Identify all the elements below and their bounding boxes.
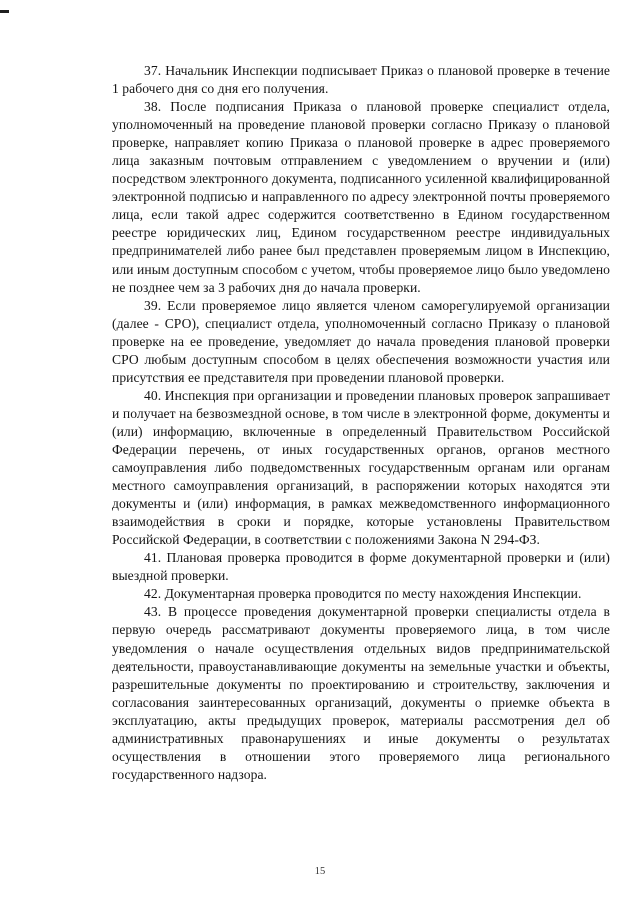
paragraph-39: 39. Если проверяемое лицо является членом саморегулируемой организации (далее - СРО), специалист отдела, уполномоченный согласно Приказу о плановой проверке на ее проведение, уведомляет до начала проведения плановой проверки СРО любым доступным способом в целях обеспечения возможности участия или присутствия ее представителя при проведении плановой проверки. — [112, 297, 610, 385]
paragraph-40: 40. Инспекция при организации и проведении плановых проверок запрашивает и получает на безвозмездной основе, в том числе в электронной форме, документы и (или) информацию, включенные в определенный Правительством Российской Федерации перечень, от иных государственных органов, органов местного самоуправления либо подведомственных государственным органам или органам местного самоуправления организаций, в распоряжении которых находятся эти документы и (или) информация, в рамках межведомственного информационного взаимодействия в сроки и порядке, которые установлены Правительством Российской Федерации, в соответствии с положениями Закона N 294-ФЗ. — [112, 387, 610, 548]
paragraph-37: 37. Начальник Инспекции подписывает Приказ о плановой проверке в течение 1 рабочего дня со дня его получения. — [112, 63, 610, 97]
paragraph-41: 41. Плановая проверка проводится в форме документарной проверки и (или) выездной проверки. — [112, 550, 610, 584]
scan-edge-mark — [0, 10, 9, 13]
document-page — [112, 62, 610, 784]
page-number: 15 — [314, 866, 326, 877]
paragraph-42: 42. Документарная проверка проводится по месту нахождения Инспекции. — [144, 586, 582, 602]
paragraph-43: 43. В процессе проведения документарной проверки специалисты отдела в первую очередь рассматривают документы проверяемого лица, в том числе уведомления о начале осуществления отдельных видов предпринимательской деятельности, правоустанавливающие документы на земельные участки и объекты, разрешительные документы по проектированию и строительству, заключения и согласования заинтересованных организаций, документы о приемке объекта в эксплуатацию, акты предыдущих проверок, материалы рассмотрения дел об административных правонарушениях и иные документы о результатах осуществления в отношении этого проверяемого лица регионального государственного надзора. — [112, 604, 610, 782]
paragraph-38: 38. После подписания Приказа о плановой проверке специалист отдела, уполномоченный на проведение плановой проверки согласно Приказу о плановой проверке, направляет копию Приказа о плановой проверке в адрес проверяемого лица заказным почтовым отправлением с уведомлением о вручении и (или) посредством электронного документа, подписанного усиленной квалифицированной электронной подписью и направленного по адресу электронной почты проверяемого лица, если такой адрес содержится соответственно в Едином государственном реестре юридических лиц, Едином государственном реестре индивидуальных предпринимателей либо ранее был представлен проверяемым лицом в Инспекцию, или иным доступным способом с учетом, чтобы проверяемое лицо было уведомлено не позднее чем за 3 рабочих дня до начала проверки. — [112, 99, 610, 295]
